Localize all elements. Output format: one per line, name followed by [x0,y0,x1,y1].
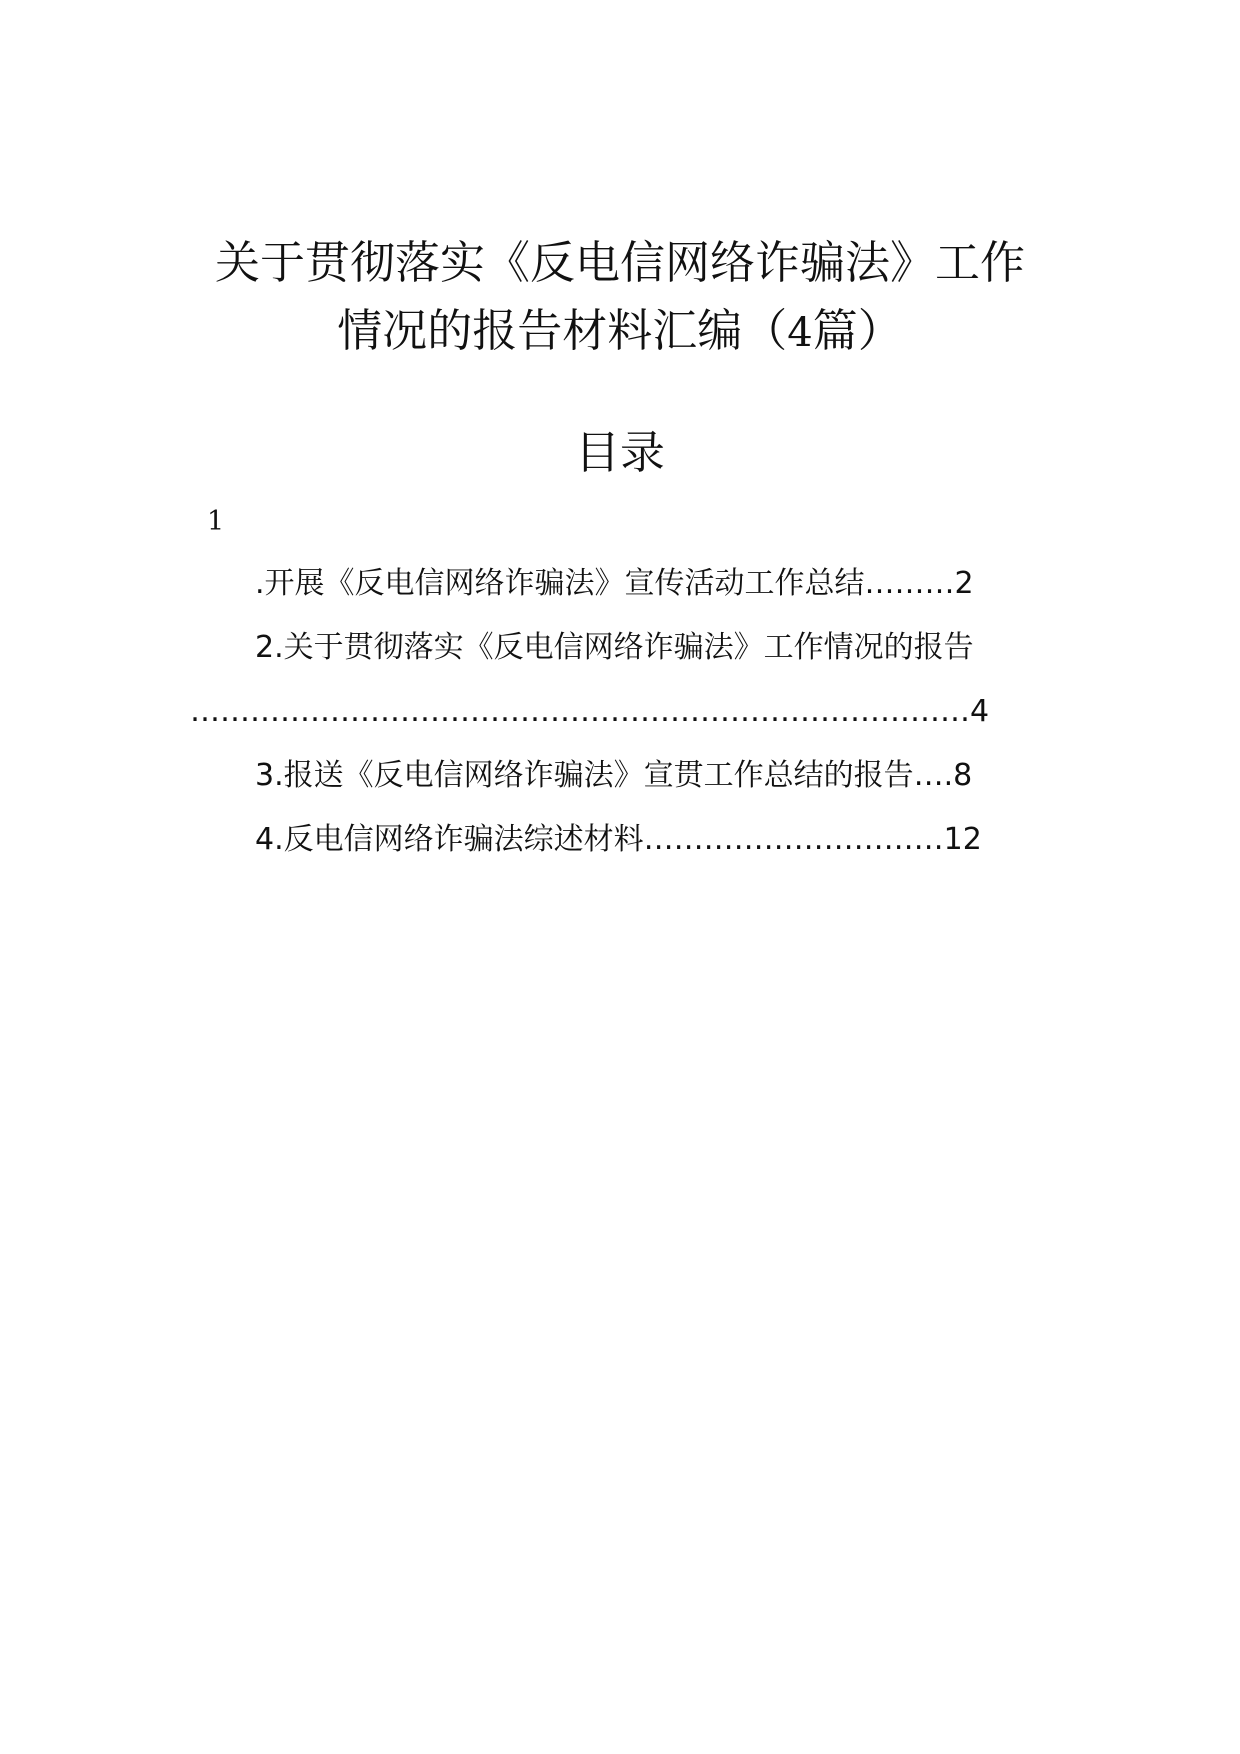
document-title-line2 [0,304,1240,357]
title-line2-suffix: 篇） [812,304,903,357]
toc-entry-4[interactable]: 4.反电信网络诈骗法综述材料…………………………12 [255,822,982,857]
title-line2-prefix: 情况的报告材料汇编（ [337,304,788,357]
toc-entry-3[interactable]: 3.报送《反电信网络诈骗法》宣贯工作总结的报告….8 [255,758,973,793]
toc-entry-2[interactable]: 2.关于贯彻落实《反电信网络诈骗法》工作情况的报告 [255,630,974,665]
toc-heading: 目录 [574,426,665,479]
document-title-line1: 关于贯彻落实《反电信网络诈骗法》工作 [214,236,1025,289]
toc-entry-1[interactable]: .开展《反电信网络诈骗法》宣传活动工作总结………2 [255,566,974,601]
title-article-count: 4 [787,310,813,356]
toc-entry-2-leader[interactable]: ……………………………………………………………………4 [190,694,990,729]
toc-item-number: 1 [207,506,225,537]
